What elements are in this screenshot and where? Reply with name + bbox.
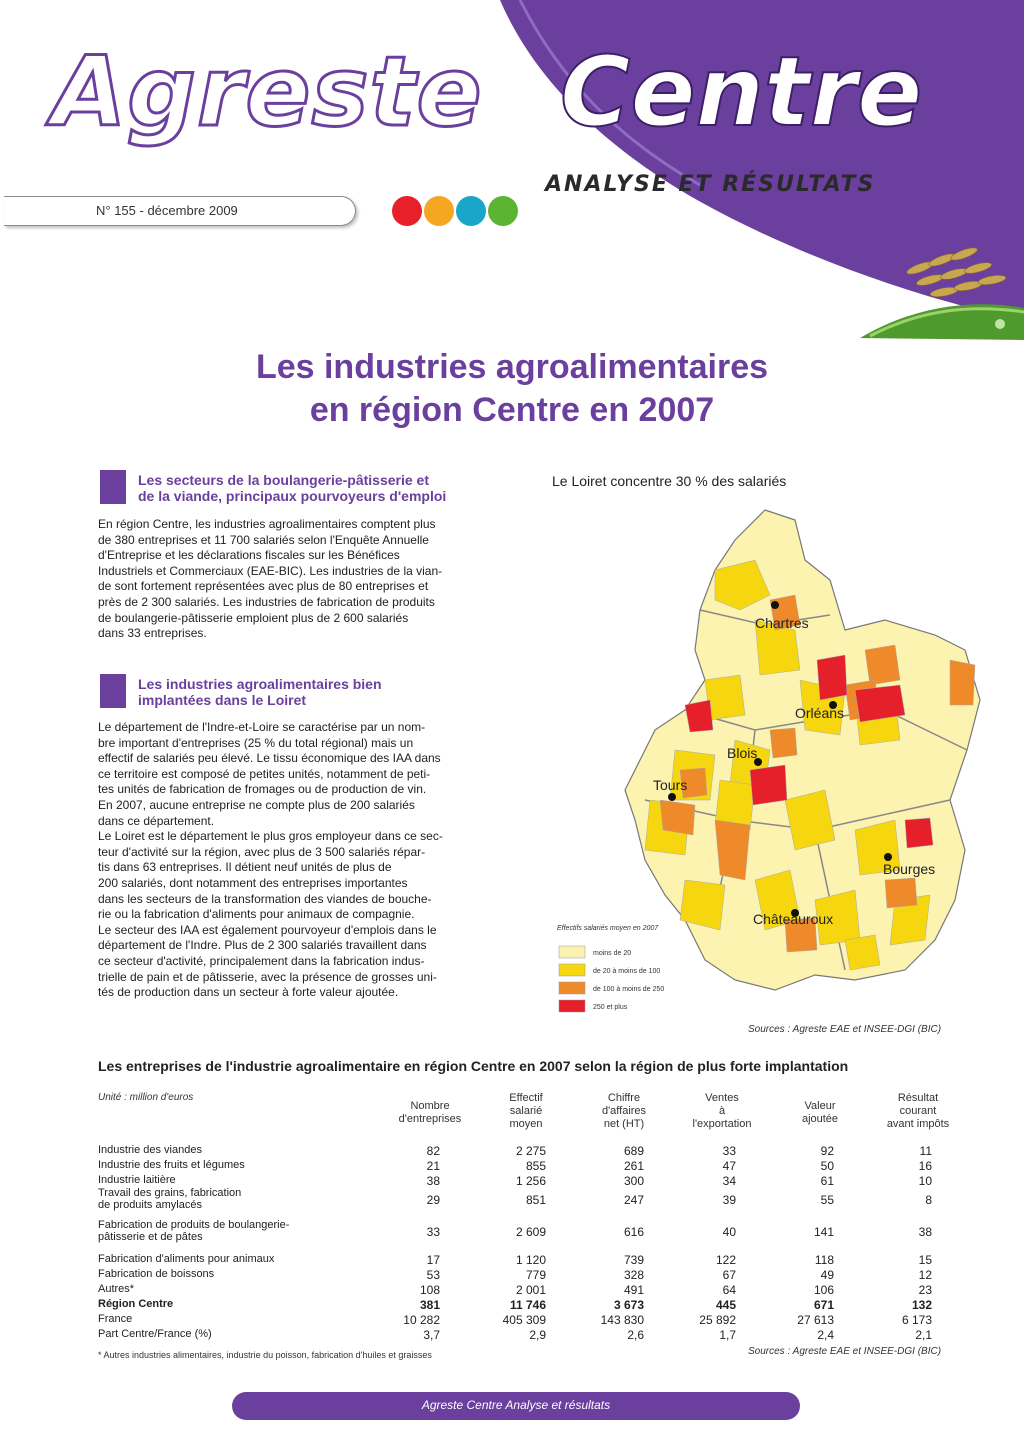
table-row-label: Part Centre/France (%) [98, 1328, 212, 1340]
city-label: Châteauroux [753, 911, 834, 927]
table-cell: 27 613 [797, 1313, 834, 1327]
section2-body: Le département de l'Indre-et-Loire se caractérise par un nom- bre important d'entreprises (25 % du total régional) mais un effectif de salariés peu élevé. Le tissu économique des IAA dans ce territoire est composé de petites unités, notamment de peti- tes unités de fabrication de fromages ou de production de vin. En 2007, aucune entreprise ne compte plus de 200 salariés dans ce département. Le Loiret est le département le plus gros employeur dans ce sec- teur d'activité sur la région, avec plus de 3 500 salariés répar- tis dans 63 entreprises. Il détient neuf unités de plus de 200 salariés, dont notamment des entreprises importantes dans les secteurs de la transformation des viandes de bouche- rie ou la fabrication d'aliments pour animaux de compagnie. Le secteur des IAA est également pourvoyeur d'emplois dans le département de l'Indre. Plus de 2 300 salariés travaillent dans ce secteur d'activité, principalement dans la fabrication indus- trielle de pain et de pâtisserie, avec la présence de grosses uni- tés de production dans un secteur à forte valeur ajoutée. [98, 720, 443, 1000]
table-cell: 1 120 [515, 1253, 546, 1267]
blue-dot-icon [456, 196, 486, 226]
table-row-label: France [98, 1313, 133, 1325]
table-row-label: Fabrication de produits de boulangerie- pâtisserie et de pâtes [98, 1219, 290, 1243]
table-cell: 38 [918, 1225, 932, 1239]
map-sources: Sources : Agreste EAE et INSEE-DGI (BIC) [748, 1024, 942, 1035]
table-cell: 671 [813, 1298, 834, 1312]
table-cell: 141 [813, 1225, 834, 1239]
section1-heading: Les secteurs de la boulangerie-pâtisserie et de la viande, principaux pourvoyeurs d'emploi [138, 472, 447, 504]
color-dots [392, 196, 518, 226]
table-cell: 40 [722, 1225, 736, 1239]
table-note: * Autres industries alimentaires, industrie du poisson, fabrication d'huiles et graisses [98, 1350, 432, 1360]
table-cell: 132 [911, 1298, 932, 1312]
table-cell: 1,7 [719, 1328, 736, 1342]
table-cell: 300 [623, 1174, 644, 1188]
table-cell: 38 [426, 1174, 440, 1188]
table-cell: 1 256 [515, 1174, 546, 1188]
table-row-label: Travail des grains, fabrication de produits amylacés [98, 1187, 242, 1211]
table-cell: 122 [715, 1253, 736, 1267]
table-cell: 33 [722, 1144, 736, 1158]
table-cell: 21 [426, 1159, 440, 1173]
city-label: Tours [653, 777, 688, 793]
table-cell: 47 [722, 1159, 736, 1173]
table-row-label: Industrie laitière [98, 1174, 176, 1186]
table-cell: 39 [722, 1193, 736, 1207]
table-cell: 92 [820, 1144, 834, 1158]
table-cell: 108 [419, 1283, 440, 1297]
col-header-ventes: Ventes à l'exportation [692, 1092, 752, 1130]
table-sources: Sources : Agreste EAE et INSEE-DGI (BIC) [748, 1346, 942, 1357]
table-cell: 10 [918, 1174, 932, 1188]
col-header-effectif: Effectif salarié moyen [509, 1092, 543, 1130]
col-header-nombre: Nombre d'entreprises [398, 1100, 462, 1125]
table-cell: 739 [623, 1253, 644, 1267]
table-cell: 12 [918, 1268, 932, 1282]
legend-label: de 20 à moins de 100 [593, 968, 661, 975]
table-cell: 2,9 [529, 1328, 546, 1342]
table-cell: 61 [820, 1174, 834, 1188]
section-marker [100, 470, 126, 504]
legend-swatch [559, 982, 585, 994]
table-row-label: Fabrication de boissons [98, 1268, 215, 1280]
legend-label: moins de 20 [593, 950, 632, 957]
table-cell: 6 173 [901, 1313, 932, 1327]
table-cell: 50 [820, 1159, 834, 1173]
table-cell: 2 609 [515, 1225, 546, 1239]
table-cell: 8 [925, 1193, 932, 1207]
city-label: Chartres [755, 615, 809, 631]
table-cell: 118 [814, 1253, 834, 1267]
table-cell: 33 [426, 1225, 440, 1239]
table-cell: 106 [813, 1283, 834, 1297]
table-cell: 67 [722, 1268, 736, 1282]
table-cell: 381 [419, 1298, 440, 1312]
table-cell: 53 [426, 1268, 440, 1282]
table-row-label: Industrie des viandes [98, 1144, 202, 1156]
table-cell: 10 282 [403, 1313, 440, 1327]
city-label: Orléans [795, 705, 845, 721]
green-dot-icon [488, 196, 518, 226]
page-title-line1: Les industries agroalimentaires [255, 348, 769, 386]
table-row-label: Fabrication d'aliments pour animaux [98, 1253, 275, 1265]
section-marker [100, 674, 126, 708]
table-row-label: Industrie des fruits et légumes [98, 1159, 245, 1171]
legend-label: de 100 à moins de 250 [593, 986, 665, 993]
table-cell: 616 [623, 1225, 644, 1239]
table-cell: 2,6 [627, 1328, 644, 1342]
table-cell: 491 [623, 1283, 644, 1297]
table-cell: 2,1 [915, 1328, 932, 1342]
table-cell: 247 [623, 1193, 644, 1207]
table-cell: 851 [525, 1193, 546, 1207]
table-cell: 3 673 [613, 1298, 644, 1312]
table-cell: 25 892 [699, 1313, 736, 1327]
col-header-valeur: Valeur ajoutée [801, 1100, 839, 1125]
city-label: Bourges [883, 861, 936, 877]
section2-heading: Les industries agroalimentaires bien implantées dans le Loiret [138, 676, 382, 708]
page-title [0, 346, 1024, 432]
table-cell: 49 [820, 1268, 834, 1282]
footer-text: Agreste Centre Analyse et résultats [421, 1398, 611, 1412]
table-cell: 64 [722, 1283, 736, 1297]
table-cell: 261 [623, 1159, 644, 1173]
brand-centre: Centre [560, 36, 923, 148]
table-cell: 2 275 [515, 1144, 546, 1158]
col-header-chiffre: Chiffre d'affaires net (HT) [601, 1092, 647, 1130]
table-cell: 15 [918, 1253, 932, 1267]
table-title: Les entreprises de l'industrie agroalimentaire en région Centre en 2007 selon la région de plus forte implantation [98, 1058, 849, 1074]
col-header-resultat: Résultat courant avant impôts [886, 1092, 950, 1130]
table-cell: 779 [525, 1268, 546, 1282]
table-cell: 11 746 [509, 1298, 546, 1312]
brand-agreste: Agreste [52, 36, 483, 148]
table-cell: 29 [426, 1193, 440, 1207]
wheat-icon [850, 238, 1024, 340]
table-cell: 328 [623, 1268, 644, 1282]
table-cell: 17 [426, 1253, 440, 1267]
table-row-label: Autres* [98, 1283, 135, 1295]
legend-swatch [559, 946, 585, 958]
city-label: Blois [727, 745, 758, 761]
legend-swatch [559, 1000, 585, 1012]
issue-banner [4, 196, 356, 226]
table-cell: 11 [919, 1144, 932, 1158]
orange-dot-icon [424, 196, 454, 226]
table-cell: 34 [722, 1174, 736, 1188]
table-cell: 445 [715, 1298, 736, 1312]
table-cell: 405 309 [502, 1313, 546, 1327]
map-title: Le Loiret concentre 30 % des salariés [552, 473, 787, 489]
table-cell: 689 [623, 1144, 644, 1158]
legend-title: Effectifs salariés moyen en 2007 [557, 925, 659, 932]
table-unit: Unité : million d'euros [98, 1092, 194, 1103]
red-dot-icon [392, 196, 422, 226]
region-map [555, 500, 995, 1020]
table-row-label: Région Centre [98, 1298, 174, 1310]
table-cell: 23 [918, 1283, 932, 1297]
legend-swatch [559, 964, 585, 976]
page-title-line2: en région Centre en 2007 [309, 391, 715, 429]
table-cell: 16 [918, 1159, 932, 1173]
table-cell: 855 [525, 1159, 546, 1173]
table-cell: 82 [426, 1144, 440, 1158]
table-cell: 2,4 [817, 1328, 834, 1342]
table-cell: 2 001 [515, 1283, 546, 1297]
table-cell: 55 [820, 1193, 834, 1207]
table-cell: 143 830 [600, 1313, 644, 1327]
legend-label: 250 et plus [593, 1004, 628, 1011]
footer-bar [232, 1392, 800, 1420]
publication-subtitle: ANALYSE ET RÉSULTATS [545, 172, 876, 197]
issue-number: N° 155 - décembre 2009 [96, 203, 238, 218]
section1-body: En région Centre, les industries agroalimentaires comptent plus de 380 entreprises et 11 700 salariés selon l'Enquête Annuelle d'Entreprise et les déclarations fiscales sur les Bénéfices Industriels et Commerciaux (EAE-BIC). Les industries de la vian- de sont fortement représentées avec plus de 80 entreprises et près de 2 300 salariés. Les industries de fabrication de produits de boulangerie-pâtisserie emploient plus de 2 600 salariés dans 33 entreprises. [98, 517, 443, 641]
table-cell: 3,7 [423, 1328, 440, 1342]
